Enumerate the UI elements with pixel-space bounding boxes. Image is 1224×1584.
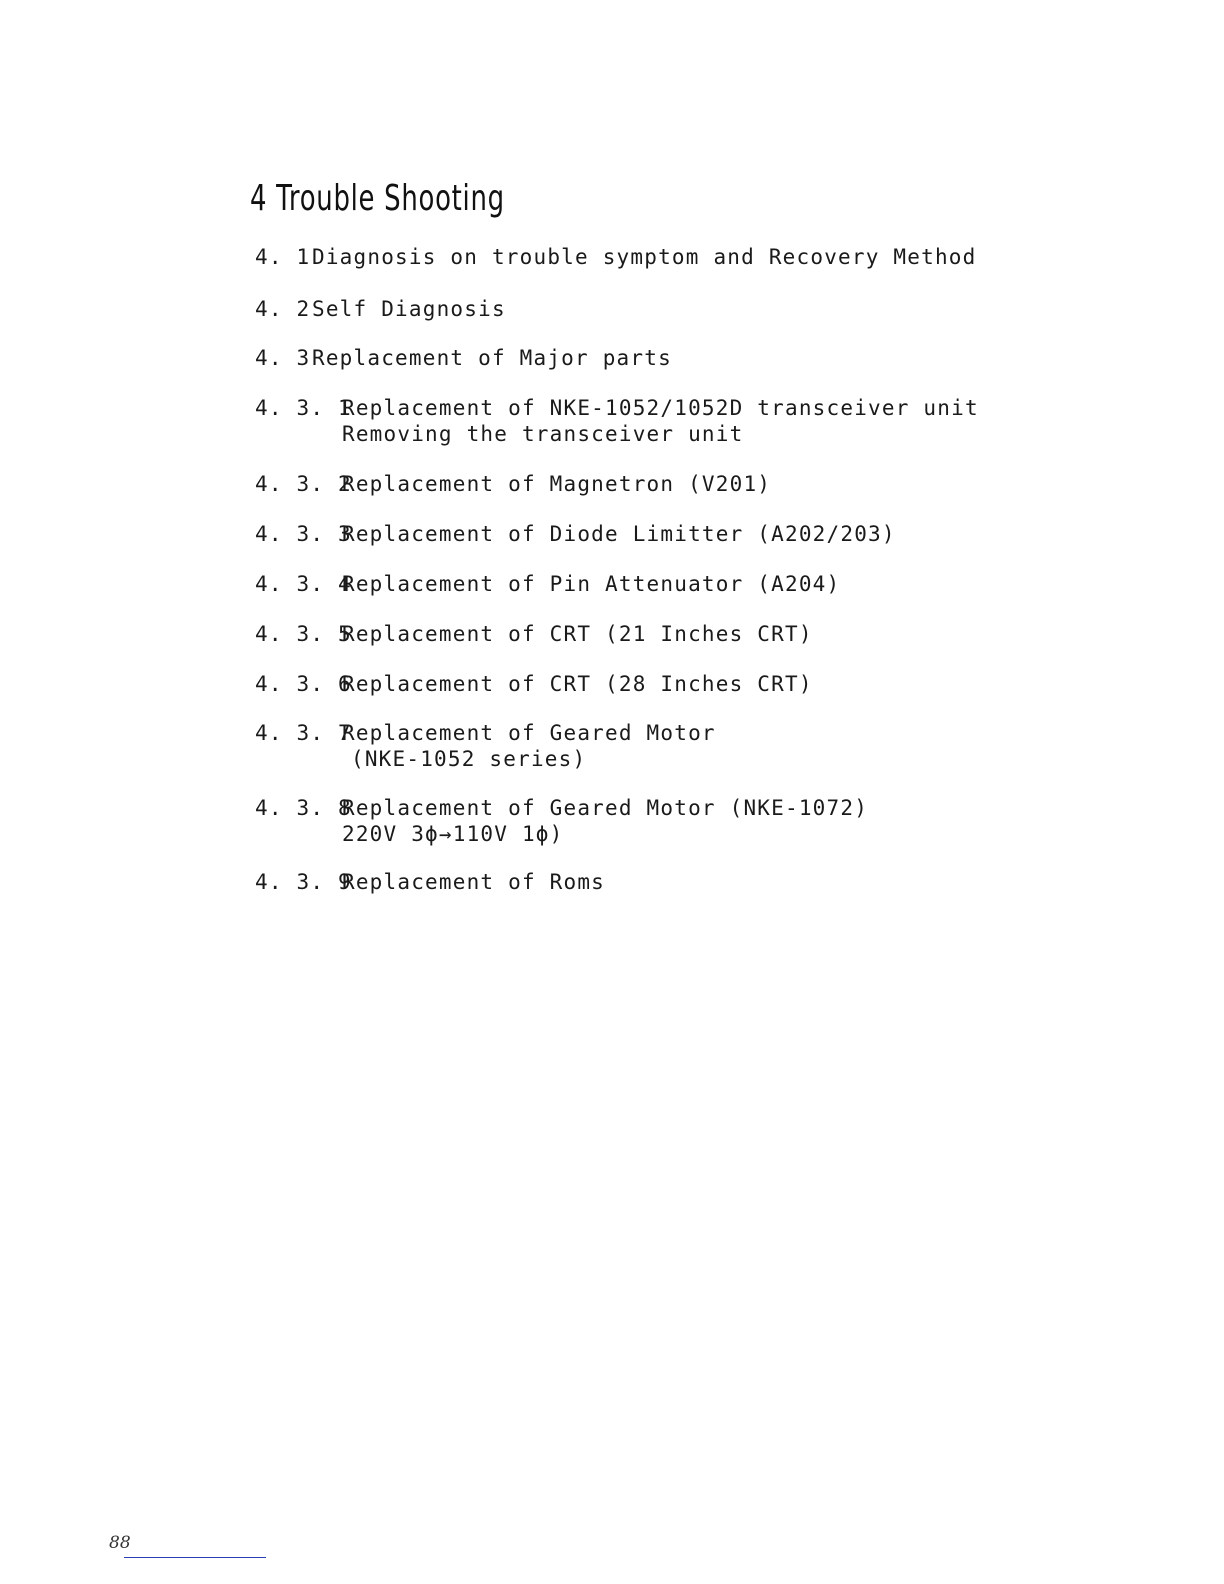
entry-text: Diagnosis on trouble symptom and Recovery Method <box>312 245 977 269</box>
entry-text: Replacement of Diode Limitter (A202/203) <box>342 522 896 546</box>
entry-number: 4. 3. 7 <box>255 721 352 745</box>
entry-number: 4. 1 <box>255 245 311 269</box>
entry-number: 4. 3. 5 <box>255 622 352 646</box>
page-number: 88 <box>109 1533 131 1553</box>
page-title: 4 Trouble Shooting <box>250 178 505 219</box>
entry-number: 4. 3. 1 <box>255 396 352 420</box>
footer-rule <box>124 1557 266 1558</box>
entry-text: Replacement of Geared Motor <box>342 721 716 745</box>
entry-text: Self Diagnosis <box>312 297 506 321</box>
toc-entry-4-3-1 <box>255 395 979 447</box>
entry-number: 4. 2 <box>255 297 311 321</box>
entry-text: Replacement of Pin Attenuator (A204) <box>342 572 841 596</box>
toc-entry-4-3-9 <box>255 869 605 895</box>
toc-entry-4-3-8 <box>255 795 868 847</box>
entry-subtext: Removing the transceiver unit <box>342 422 744 446</box>
entry-text: Replacement of Magnetron (V201) <box>342 472 772 496</box>
toc-entry-4-3 <box>255 345 672 371</box>
entry-number: 4. 3. 3 <box>255 522 352 546</box>
entry-number: 4. 3. 9 <box>255 870 352 894</box>
entry-subtext: (NKE-1052 series) <box>351 747 587 771</box>
toc-entry-4-3-3 <box>255 521 896 547</box>
entry-text: Replacement of NKE-1052/1052D transceiver unit <box>342 396 979 420</box>
entry-text: Replacement of CRT (21 Inches CRT) <box>342 622 813 646</box>
entry-subtext: 220V 3ϕ→110V 1ϕ) <box>342 822 564 846</box>
toc-entry-4-3-6 <box>255 671 813 697</box>
toc-entry-4-3-5 <box>255 621 813 647</box>
entry-text: Replacement of Roms <box>342 870 606 894</box>
entry-text: Replacement of Geared Motor (NKE-1072) <box>342 796 869 820</box>
toc-entry-4-3-7 <box>255 720 716 772</box>
toc-entry-4-3-4 <box>255 571 840 597</box>
entry-number: 4. 3 <box>255 346 311 370</box>
entry-number: 4. 3. 6 <box>255 672 352 696</box>
toc-entry-4-3-2 <box>255 471 771 497</box>
entry-number: 4. 3. 8 <box>255 796 352 820</box>
toc-entry-4-1 <box>255 244 976 270</box>
entry-text: Replacement of Major parts <box>312 346 672 370</box>
toc-entry-4-2 <box>255 296 506 322</box>
entry-number: 4. 3. 2 <box>255 472 352 496</box>
entry-number: 4. 3. 4 <box>255 572 352 596</box>
entry-text: Replacement of CRT (28 Inches CRT) <box>342 672 813 696</box>
